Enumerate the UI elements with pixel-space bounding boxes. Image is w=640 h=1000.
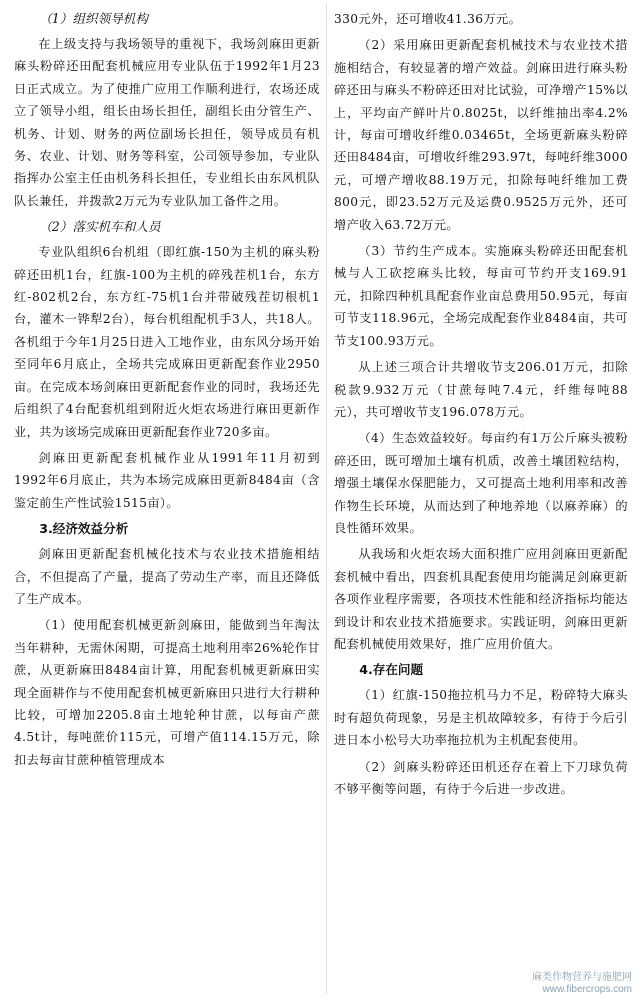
watermark-line-1: 麻类作物营养与施肥网 [532, 972, 632, 983]
watermark-line-2: www.fibercrops.com [542, 984, 632, 995]
subheading-leadership: （1）组织领导机构 [39, 11, 148, 26]
paragraph-ecological-benefit: （4）生态效益较好。每亩约有1万公斤麻头被粉碎还田，既可增加土壤有机质，改善土壤团粒结构，增强土壤保水保肥能力，又可提高土地利用率和改善作物生长环境，从而达到了种地养地（以麻养麻）的良性循环效果。 [334, 431, 628, 535]
left-column [14, 8, 320, 775]
paragraph-total-benefit: 从上述三项合计共增收节支206.01万元，扣除税款9.932万元（甘蔗每吨7.4元，纤维每吨88元），共可增收节支196.078万元。 [334, 360, 628, 419]
watermark [532, 972, 632, 996]
paragraph-cost-saving: （3）节约生产成本。实施麻头粉碎还田配套机械与人工砍挖麻头比较，每亩可节约开支169.91元，扣除四种机具配套作业亩总费用50.95元，每亩可节支118.96元，全场完成配套作业8484亩，共可节支100.93万元。 [334, 244, 628, 348]
section-heading-economic-analysis: 3.经济效益分析 [39, 521, 129, 537]
paragraph-yield-benefit: （2）采用麻田更新配套机械技术与农业技术措施相结合，有较显著的增产效益。剑麻田进行麻头粉碎还田与麻头不粉碎还田对比试验，可净增产15%以上，平均亩产鲜叶片0.8025t，以纤维抽出率4.2%计，每亩可增收纤维0.03465t，全场更新麻头粉碎还田8484亩，可增收纤维293.97t，每吨纤维3000元，可增产增收88.19万元，扣除每吨纤维加工费800元，即23.52万元及运费0.9525万元外，还可增产收入63.72万元。 [334, 38, 628, 232]
paragraph-problem-1: （1）红旗-150拖拉机马力不足，粉碎特大麻头时有超负荷现象，另是主机故障较多，有待于今后引进日本小松号大功率拖拉机为主机配套使用。 [334, 688, 628, 748]
paragraph-conclusion: 从我场和火炬农场大面积推广应用剑麻田更新配套机械中看出，四套机具配套使用均能满足剑麻更新各项作业程序需要，各项技术性能和经济指标均能达到设计和农业技术措施要求。实践证明，剑麻田更新配套机械使用效果好，推广应用价值大。 [334, 547, 628, 651]
paragraph-problem-2: （2）剑麻头粉碎还田机还存在着上下刀球负荷不够平衡等问题，有待于今后进一步改进。 [334, 759, 628, 796]
right-column [334, 8, 628, 804]
paragraph-total-area: 剑麻田更新配套机械作业从1991年11月初到1992年6月底止，共为本场完成麻田更新8484亩（含鉴定前生产性试验1515亩）。 [14, 450, 320, 510]
paragraph-economic-intro: 剑麻田更新配套机械化技术与农业技术措施相结合，不但提高了产量，提高了劳动生产率，而且还降低了生产成本。 [14, 547, 320, 606]
paragraph-land-utilization: （1）使用配套机械更新剑麻田，能做到当年淘汰当年耕种，无需休闲期，可提高土地利用率26%轮作甘蔗，从更新麻田8484亩计算，用配套机械更新麻田实现全面耕作与不使用配套机械更新麻田只进行大行耕种比较，可增加2205.8亩土地轮种甘蔗，以每亩产蔗4.5t计，每吨蔗价115元，可增产值114.15万元，除扣去每亩甘蔗种植管理成本 [14, 618, 320, 767]
section-heading-problems: 4.存在问题 [359, 662, 424, 678]
column-divider [326, 4, 327, 994]
paragraph-continued: 330元外，还可增收41.36万元。 [334, 12, 522, 26]
paragraph-leadership: 在上级支持与我场领导的重视下，我场剑麻田更新麻头粉碎还田配套机械应用专业队伍于1992年1月23日正式成立。为了使推广应用工作顺利进行，农场还成立了领导小组，组长由场长担任，副组长由分管生产、机务、计划、财务的两位副场长担任，领导成员有机务、农业、计划、财务等科室，公司领导参加，专业队指挥办公室主任由机务科长担任，专业组长由东风机队队长兼任，并拨款2万元为专业队加工备件之用。 [14, 37, 320, 208]
paragraph-machines-personnel: 专业队组织6台机组（即红旗-150为主机的麻头粉碎还田机1台，红旗-100为主机的碎残茬机1台，东方红-802机2台，东方红-75机1台并带破残茬切根机1台，灌木一铧犁2台），每台机组配机手3人，共18人。各机组于今年1月25日进入工地作业，由东风分场开始至同年6月底止，全场共完成麻田更新配套作业2950亩。在完成本场剑麻田更新配套作业的同时，我场还先后组织了4台配套机组到附近火炬农场进行麻田更新作业，共为该场完成麻田更新配套作业720多亩。 [14, 245, 320, 439]
subheading-machines-personnel: （2）落实机车和人员 [39, 219, 161, 235]
